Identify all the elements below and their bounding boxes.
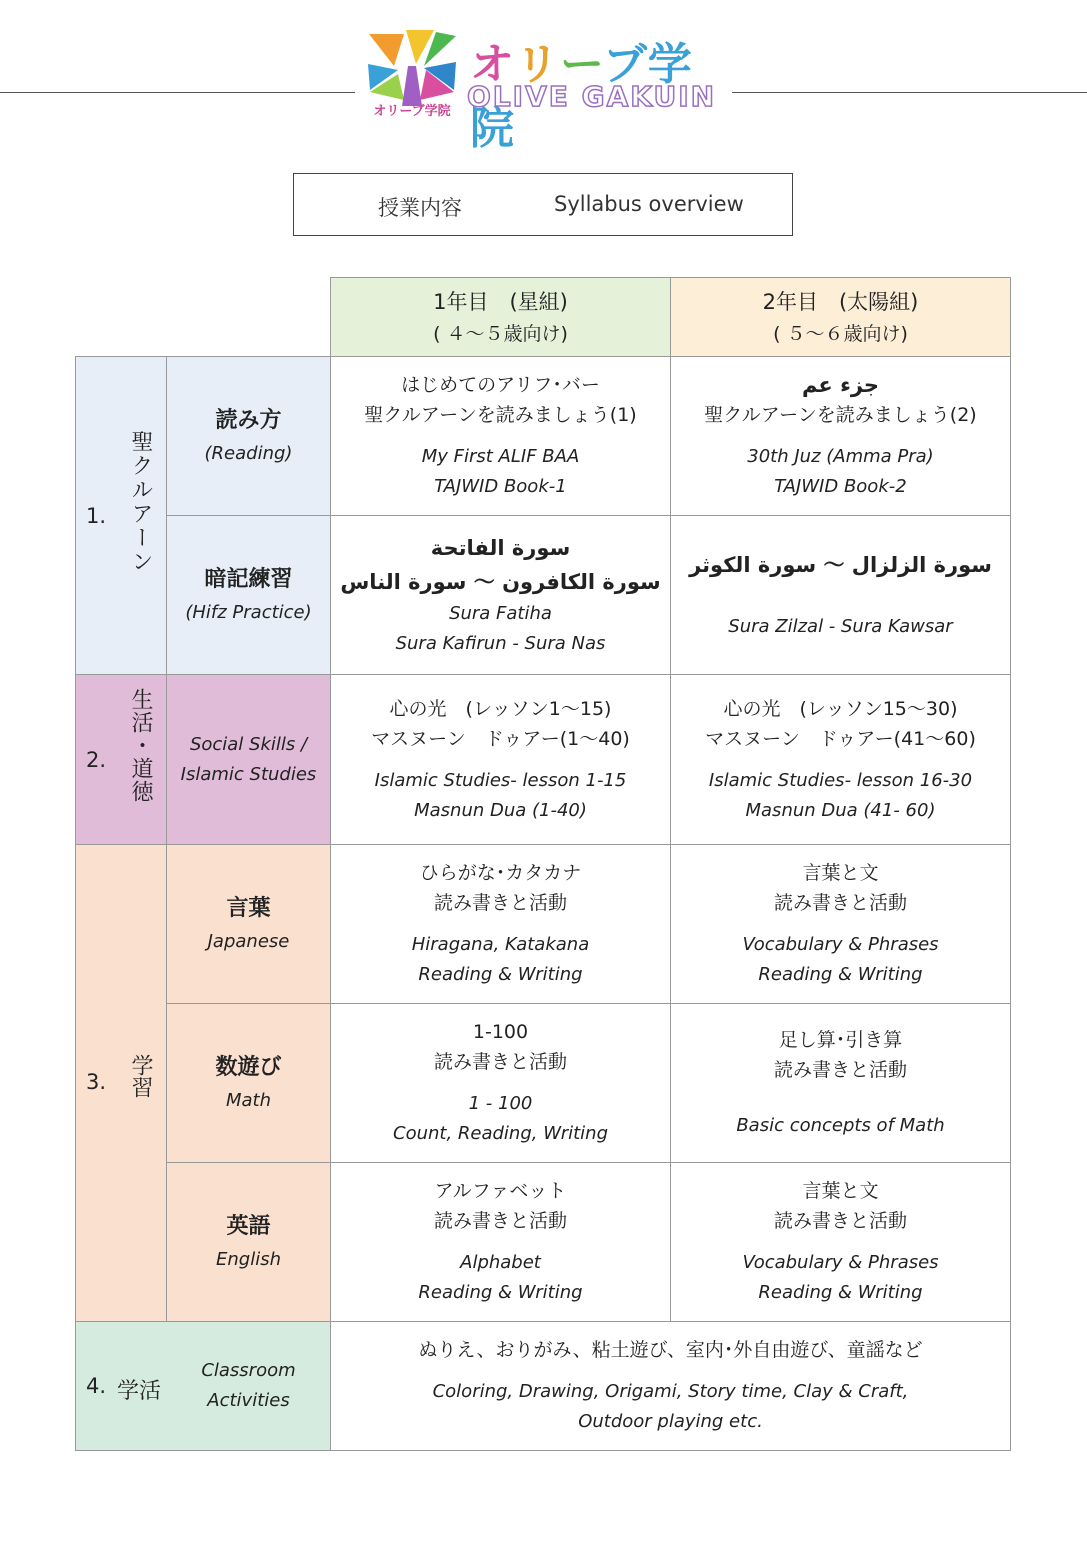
- english-year1-en-2: Reading & Writing: [418, 1282, 583, 1303]
- japanese-year1: [330, 844, 671, 1004]
- reading-year1-en-2: TAJWID Book-1: [434, 476, 567, 497]
- logo-jp-part: ブ学院: [470, 39, 693, 154]
- math-year2-jp-2: 読み書きと活動: [773, 1059, 907, 1081]
- activity-en-1: Coloring, Drawing, Origami, Story time, Clay & Craft,: [432, 1381, 909, 1402]
- english-year1-jp-1: アルファベット: [434, 1180, 567, 1202]
- japanese-year1-jp-2: 読み書きと活動: [433, 892, 567, 914]
- math-year2-en-1: Basic concepts of Math: [736, 1115, 945, 1136]
- english-year1-jp-2: 読み書きと活動: [433, 1210, 567, 1232]
- hifz-year1-ar-2: سورة الكافرون ～ سورة الناس: [340, 570, 661, 594]
- reading-year2: [670, 356, 1011, 516]
- column-header-year1-title: 1年目 (星組): [433, 290, 568, 314]
- section-social-title: [126, 688, 154, 803]
- section-study-number: 3.: [86, 1070, 107, 1094]
- activity-jp-1: ぬりえ、おりがみ、粘土遊び、室内･外自由遊び、童謡など: [418, 1339, 923, 1361]
- japanese-year1-en-2: Reading & Writing: [418, 964, 583, 985]
- subject-english-en: English: [216, 1249, 281, 1270]
- hifz-year1-ar-1: سورة الفاتحة: [430, 536, 571, 560]
- hifz-year1-en-1: Sura Fatiha: [449, 603, 552, 624]
- reading-year2-ar: جزء عم: [801, 373, 880, 397]
- section-social-title-text: 生活・道徳: [128, 688, 153, 803]
- social-year2-jp-1: 心の光 (レッソン15〜30): [723, 697, 958, 720]
- japanese-year2-en-1: Vocabulary & Phrases: [742, 934, 939, 955]
- logo-jp-part: オ: [470, 39, 515, 90]
- subject-reading-en: (Reading): [204, 443, 293, 464]
- social-year2-en-1: Islamic Studies- lesson 16-30: [708, 769, 973, 791]
- header-line-left: [0, 92, 355, 93]
- logo: [364, 24, 724, 154]
- subject-japanese-jp: 言葉: [226, 896, 271, 921]
- hifz-year2-ar-1: سورة الزلزال ～ سورة الكوثر: [689, 553, 992, 577]
- subject-japanese: [166, 844, 331, 1004]
- activity-en-2: Outdoor playing etc.: [578, 1411, 763, 1432]
- english-year2-en-2: Reading & Writing: [758, 1282, 923, 1303]
- subject-hifz: [166, 515, 331, 675]
- japanese-year2-en-2: Reading & Writing: [758, 964, 923, 985]
- section-social-number: 2.: [86, 748, 107, 772]
- reading-year1: [330, 356, 671, 516]
- japanese-year1-jp-1: ひらがな･カタカナ: [419, 862, 582, 884]
- social-year1: [330, 674, 671, 845]
- social-year1-jp-2: マスヌーン ドゥアー(1〜40): [371, 727, 630, 750]
- subject-social: [166, 674, 331, 845]
- english-year1-en-1: Alphabet: [460, 1252, 541, 1273]
- reading-year1-jp-1: はじめてのアリフ･バー: [401, 374, 600, 396]
- english-year2-jp-2: 読み書きと活動: [773, 1210, 907, 1232]
- section-quran-title: [126, 430, 154, 574]
- column-header-year1-age: ( ４〜５歳向け): [433, 323, 568, 345]
- syllabus-title-jp: 授業内容: [378, 196, 462, 220]
- social-year1-jp-1: 心の光 (レッソン1〜15): [389, 697, 612, 720]
- hifz-year2-en-1: Sura Zilzal - Sura Kawsar: [728, 616, 953, 637]
- reading-year2-en-2: TAJWID Book-2: [774, 476, 907, 497]
- english-year2-en-1: Vocabulary & Phrases: [742, 1252, 939, 1273]
- japanese-year2: [670, 844, 1011, 1004]
- logo-mark-text: オリーブ学院: [373, 104, 451, 119]
- math-year2: [670, 1003, 1011, 1163]
- subject-math-jp: 数遊び: [215, 1055, 282, 1080]
- logo-english-title: OLIVE GAKUIN: [467, 80, 717, 113]
- subject-hifz-jp: 暗記練習: [204, 567, 293, 592]
- subject-math-en: Math: [225, 1090, 272, 1111]
- section-activity-number: 4.: [86, 1374, 107, 1398]
- subject-reading: [166, 356, 331, 516]
- reading-year1-en-1: My First ALIF BAA: [421, 446, 580, 467]
- section-study-title-text: 学習: [128, 1054, 153, 1098]
- math-year1-jp-1: 1-100: [472, 1021, 529, 1043]
- reading-year2-en-1: 30th Juz (Amma Pra): [747, 446, 934, 467]
- logo-jp-part: リ: [515, 39, 560, 90]
- subject-japanese-en: Japanese: [207, 931, 290, 952]
- english-year1: [330, 1162, 671, 1322]
- column-header-year2-title: 2年目 (太陽組): [762, 290, 919, 314]
- english-year2-jp-1: 言葉と文: [802, 1180, 879, 1202]
- english-year2: [670, 1162, 1011, 1322]
- section-quran-number: 1.: [86, 504, 107, 528]
- math-year1-en-1: 1 - 100: [468, 1093, 533, 1114]
- syllabus-title-en: Syllabus overview: [554, 192, 744, 216]
- logo-jp-part: ー: [560, 39, 603, 90]
- section-study-title: [126, 1054, 154, 1098]
- math-year1: [330, 1003, 671, 1163]
- subject-activity: [166, 1321, 331, 1451]
- column-header-year2: [670, 277, 1011, 357]
- header-line-right: [732, 92, 1087, 93]
- reading-year1-jp-2: 聖クルアーンを読みましょう(1): [364, 404, 637, 426]
- social-year2-en-2: Masnun Dua (41- 60): [745, 799, 936, 821]
- math-year2-jp-1: 足し算･引き算: [778, 1029, 903, 1051]
- math-year1-en-2: Count, Reading, Writing: [393, 1123, 608, 1144]
- subject-math: [166, 1003, 331, 1163]
- hifz-year2: [670, 515, 1011, 675]
- japanese-year2-jp-2: 読み書きと活動: [773, 892, 907, 914]
- subject-activity-en-1: Classroom: [201, 1360, 296, 1381]
- subject-social-en-1: Social Skills /: [189, 733, 308, 755]
- social-year1-en-2: Masnun Dua (1-40): [414, 799, 587, 821]
- math-year1-jp-2: 読み書きと活動: [433, 1051, 567, 1073]
- social-year1-en-1: Islamic Studies- lesson 1-15: [374, 769, 627, 791]
- reading-year2-jp-1: 聖クルアーンを読みましょう(2): [704, 404, 977, 426]
- social-year2-jp-2: マスヌーン ドゥアー(41〜60): [705, 727, 976, 750]
- hifz-year1-en-2: Sura Kafirun - Sura Nas: [395, 633, 606, 654]
- subject-social-en-2: Islamic Studies: [180, 763, 317, 785]
- subject-english-jp: 英語: [226, 1214, 271, 1239]
- japanese-year2-jp-1: 言葉と文: [802, 862, 879, 884]
- subject-reading-jp: 読み方: [215, 408, 282, 433]
- subject-english: [166, 1162, 331, 1322]
- subject-hifz-en: (Hifz Practice): [185, 602, 312, 623]
- column-header-year1: [330, 277, 671, 357]
- social-year2: [670, 674, 1011, 845]
- japanese-year1-en-1: Hiragana, Katakana: [411, 934, 590, 955]
- subject-activity-en-2: Activities: [207, 1390, 290, 1411]
- activity-content: [330, 1321, 1011, 1451]
- hifz-year1: [330, 515, 671, 675]
- syllabus-title-box: [293, 173, 793, 236]
- section-quran-title-text: 聖クルアーン: [128, 430, 153, 574]
- section-activity-title: 学活: [117, 1379, 162, 1404]
- column-header-year2-age: ( ５〜６歳向け): [773, 323, 908, 345]
